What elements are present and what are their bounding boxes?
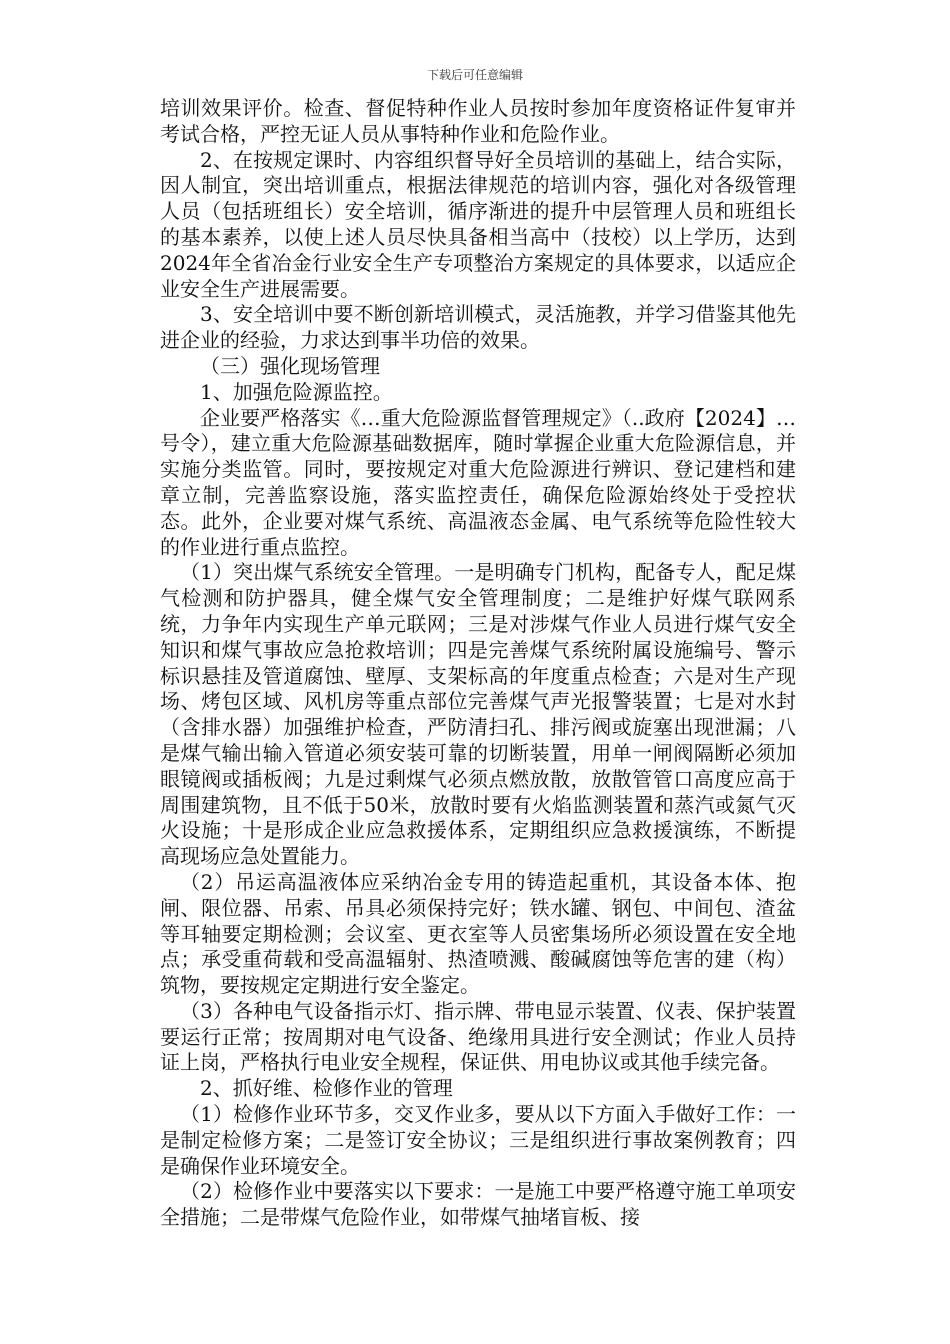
subsection-heading: 1、加强危险源监控。 [200,379,393,404]
section-heading: （三）强化现场管理 [200,353,380,378]
paragraph: 2、在按规定课时、内容组织督导好全员培训的基础上，结合实际，因人制宜，突出培训重点，根据法律规范的培训内容，强化对各级管理人员（包括班组长）安全培训，循序渐进的提升中层管理人员和班组长的基本素养，以使上述人员尽快具备相当高中（技校）以上学历，达到2024年全省冶金行业安全生产专项整治方案规定的具体要求，以适应企业安全生产进展需要。 [160,147,796,301]
paragraph: 培训效果评价。检查、督促特种作业人员按时参加年度资格证件复审并考试合格，严控无证人员从事特种作业和危险作业。 [160,96,796,146]
subsection-heading: 2、抓好维、检修作业的管理 [200,1076,453,1101]
document-body [160,96,796,1231]
paragraph: （3）各种电气设备指示灯、指示牌、带电显示装置、仪表、保护装置要运行正常；按周期对电气设备、绝缘用具进行安全测试；作业人员持证上岗，严格执行电业安全规程，保证供、用电协议或其他手续完备。 [160,998,796,1075]
paragraph: （1）突出煤气系统安全管理。一是明确专门机构，配备专人，配足煤气检测和防护器具，健全煤气安全管理制度；二是维护好煤气联网系统，力争年内实现生产单元联网；三是对涉煤气作业人员进行煤气安全知识和煤气事故应急抢救培训；四是完善煤气系统附属设施编号、警示标识悬挂及管道腐蚀、壁厚、支架标高的年度重点检查；六是对生产现场、烤包区域、风机房等重点部位完善煤气声光报警装置；七是对水封（含排水器）加强维护检查，严防清扫孔、排污阀或旋塞出现泄漏；八是煤气输出输入管道必须安装可靠的切断装置，用单一闸阀隔断必须加眼镜阀或插板阀；九是过剩煤气必须点燃放散，放散管管口高度应高于周围建筑物，且不低于50米，放散时要有火焰监测装置和蒸汽或氮气灭火设施；十是形成企业应急救援体系，定期组织应急救援演练，不断提高现场应急处置能力。 [160,560,796,869]
paragraph: （2）检修作业中要落实以下要求：一是施工中要严格遵守施工单项安全措施；二是带煤气危险作业，如带煤气抽堵盲板、接 [160,1179,796,1230]
paragraph: （1）检修作业环节多，交叉作业多，要从以下方面入手做好工作：一是制定检修方案；二是签订安全协议；三是组织进行事故案例教育；四是确保作业环境安全。 [160,1102,796,1178]
paragraph: （2）吊运高温液体应采纳冶金专用的铸造起重机，其设备本体、抱闸、限位器、吊索、吊具必须保持完好；铁水罐、钢包、中间包、渣盆等耳轴要定期检测；会议室、更衣室等人员密集场所必须设置在安全地点；承受重荷载和受高温辐射、热渣喷溅、酸碱腐蚀等危害的建（构）筑物，要按规定定期进行安全鉴定。 [160,869,796,998]
page-header: 下载后可任意编辑 [426,68,523,82]
paragraph: 企业要严格落实《…重大危险源监督管理规定》（..政府【2024】…号令），建立重大危险源基础数据库，随时掌握企业重大危险源信息，并实施分类监管。同时，要按规定对重大危险源进行辨识、登记建档和建章立制，完善监察设施，落实监控责任，确保危险源始终处于受控状态。此外，企业要对煤气系统、高温液态金属、电气系统等危险性较大的作业进行重点监控。 [160,405,796,559]
paragraph: 3、安全培训中要不断创新培训模式，灵活施教，并学习借鉴其他先进企业的经验，力求达到事半功倍的效果。 [160,302,796,353]
